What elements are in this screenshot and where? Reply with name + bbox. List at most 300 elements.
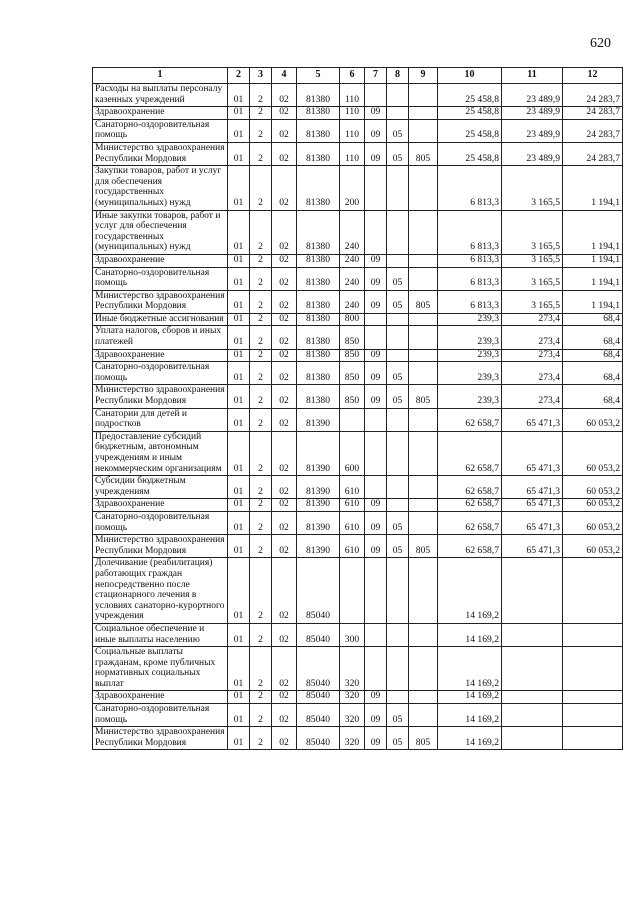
code-cell: 81390 (297, 408, 340, 431)
code-cell (387, 408, 409, 431)
amount-cell: 68,4 (563, 362, 623, 385)
code-cell (409, 210, 438, 254)
code-cell: 01 (228, 408, 250, 431)
header-cell: 6 (340, 68, 365, 84)
code-cell: 240 (340, 210, 365, 254)
amount-cell: 65 471,3 (502, 499, 563, 512)
amount-cell: 65 471,3 (502, 408, 563, 431)
code-cell (409, 408, 438, 431)
row-label: Санаторно-оздоровительная помощь (93, 267, 228, 290)
row-label: Санаторно-оздоровительная помощь (93, 362, 228, 385)
table-row (93, 535, 623, 558)
code-cell: 85040 (297, 623, 340, 646)
code-cell: 02 (272, 385, 297, 408)
table-row (93, 511, 623, 534)
table-row (93, 623, 623, 646)
code-cell (409, 704, 438, 727)
row-label: Субсидии бюджетным учреждениям (93, 476, 228, 499)
code-cell: 805 (409, 535, 438, 558)
amount-cell: 1 194,1 (563, 290, 623, 313)
code-cell: 02 (272, 326, 297, 349)
code-cell: 240 (340, 290, 365, 313)
amount-cell (563, 727, 623, 750)
code-cell: 02 (272, 691, 297, 704)
code-cell (387, 476, 409, 499)
header-row (93, 68, 623, 84)
code-cell (365, 326, 387, 349)
code-cell: 02 (272, 254, 297, 267)
table-row (93, 326, 623, 349)
header-cell: 12 (563, 68, 623, 84)
code-cell: 2 (250, 326, 272, 349)
amount-cell: 273,4 (502, 362, 563, 385)
code-cell: 09 (365, 704, 387, 727)
code-cell: 02 (272, 362, 297, 385)
code-cell: 2 (250, 408, 272, 431)
code-cell: 02 (272, 210, 297, 254)
code-cell: 01 (228, 210, 250, 254)
code-cell: 05 (387, 119, 409, 142)
code-cell: 02 (272, 166, 297, 210)
code-cell: 02 (272, 267, 297, 290)
amount-cell: 60 053,2 (563, 511, 623, 534)
code-cell: 2 (250, 431, 272, 475)
code-cell (365, 210, 387, 254)
amount-cell: 62 658,7 (438, 408, 502, 431)
code-cell: 01 (228, 326, 250, 349)
amount-cell: 68,4 (563, 385, 623, 408)
code-cell (387, 558, 409, 624)
row-label: Долечивание (реабилитация) работающих граждан непосредственно после стационарного лечения в условиях санаторно-курортного учреждения (93, 558, 228, 624)
code-cell (340, 408, 365, 431)
code-cell: 02 (272, 535, 297, 558)
code-cell (409, 313, 438, 326)
amount-cell: 62 658,7 (438, 535, 502, 558)
row-label: Здравоохранение (93, 349, 228, 362)
code-cell: 600 (340, 431, 365, 475)
code-cell: 81380 (297, 362, 340, 385)
row-label: Расходы на выплаты персоналу казенных учреждений (93, 84, 228, 107)
header-cell: 10 (438, 68, 502, 84)
amount-cell: 239,3 (438, 385, 502, 408)
code-cell: 240 (340, 254, 365, 267)
code-cell: 2 (250, 727, 272, 750)
amount-cell: 68,4 (563, 313, 623, 326)
code-cell (409, 691, 438, 704)
code-cell: 2 (250, 511, 272, 534)
amount-cell (563, 558, 623, 624)
amount-cell: 23 489,9 (502, 107, 563, 120)
code-cell: 02 (272, 476, 297, 499)
amount-cell: 62 658,7 (438, 499, 502, 512)
code-cell: 01 (228, 313, 250, 326)
code-cell: 01 (228, 362, 250, 385)
code-cell: 2 (250, 647, 272, 691)
code-cell: 110 (340, 107, 365, 120)
code-cell: 2 (250, 499, 272, 512)
table-row (93, 349, 623, 362)
table-row (93, 362, 623, 385)
code-cell (365, 313, 387, 326)
header-cell: 11 (502, 68, 563, 84)
code-cell (387, 210, 409, 254)
code-cell: 01 (228, 704, 250, 727)
code-cell: 300 (340, 623, 365, 646)
code-cell: 05 (387, 385, 409, 408)
code-cell: 01 (228, 623, 250, 646)
code-cell: 81390 (297, 511, 340, 534)
code-cell (409, 267, 438, 290)
amount-cell: 3 165,5 (502, 254, 563, 267)
amount-cell: 62 658,7 (438, 476, 502, 499)
code-cell: 2 (250, 313, 272, 326)
code-cell: 01 (228, 385, 250, 408)
amount-cell: 60 053,2 (563, 499, 623, 512)
code-cell: 85040 (297, 691, 340, 704)
table-row (93, 558, 623, 624)
amount-cell: 3 165,5 (502, 210, 563, 254)
code-cell: 320 (340, 691, 365, 704)
code-cell: 09 (365, 727, 387, 750)
code-cell: 02 (272, 408, 297, 431)
code-cell (409, 476, 438, 499)
amount-cell: 6 813,3 (438, 166, 502, 210)
table-row (93, 408, 623, 431)
code-cell (409, 349, 438, 362)
code-cell (409, 326, 438, 349)
code-cell: 01 (228, 267, 250, 290)
table-row (93, 254, 623, 267)
amount-cell: 23 489,9 (502, 142, 563, 165)
code-cell: 2 (250, 84, 272, 107)
code-cell (409, 431, 438, 475)
table-row (93, 107, 623, 120)
row-label: Санаторно-оздоровительная помощь (93, 704, 228, 727)
amount-cell: 68,4 (563, 349, 623, 362)
code-cell (387, 623, 409, 646)
code-cell: 09 (365, 107, 387, 120)
code-cell (365, 84, 387, 107)
code-cell: 02 (272, 623, 297, 646)
code-cell: 81380 (297, 254, 340, 267)
code-cell (387, 691, 409, 704)
code-cell: 01 (228, 727, 250, 750)
code-cell: 2 (250, 107, 272, 120)
table-row (93, 704, 623, 727)
code-cell (365, 166, 387, 210)
code-cell: 09 (365, 362, 387, 385)
table-row (93, 691, 623, 704)
code-cell: 81380 (297, 290, 340, 313)
table-row (93, 119, 623, 142)
code-cell: 85040 (297, 647, 340, 691)
amount-cell: 23 489,9 (502, 84, 563, 107)
amount-cell: 273,4 (502, 385, 563, 408)
code-cell: 01 (228, 290, 250, 313)
code-cell: 09 (365, 499, 387, 512)
amount-cell: 25 458,8 (438, 107, 502, 120)
amount-cell: 25 458,8 (438, 119, 502, 142)
amount-cell: 273,4 (502, 349, 563, 362)
code-cell (409, 499, 438, 512)
code-cell: 01 (228, 142, 250, 165)
code-cell: 2 (250, 166, 272, 210)
amount-cell: 3 165,5 (502, 290, 563, 313)
code-cell (409, 166, 438, 210)
code-cell: 850 (340, 362, 365, 385)
amount-cell: 1 194,1 (563, 267, 623, 290)
code-cell: 81380 (297, 119, 340, 142)
code-cell (409, 647, 438, 691)
code-cell: 02 (272, 499, 297, 512)
code-cell: 02 (272, 84, 297, 107)
row-label: Предоставление субсидий бюджетным, автономным учреждениям и иным некоммерческим организациям (93, 431, 228, 475)
row-label: Иные бюджетные ассигнования (93, 313, 228, 326)
row-label: Иные закупки товаров, работ и услуг для обеспечения государственных (муниципальных) нужд (93, 210, 228, 254)
code-cell: 805 (409, 290, 438, 313)
amount-cell: 65 471,3 (502, 431, 563, 475)
code-cell: 81390 (297, 431, 340, 475)
code-cell: 2 (250, 691, 272, 704)
table-row (93, 210, 623, 254)
code-cell (387, 84, 409, 107)
code-cell: 01 (228, 84, 250, 107)
code-cell: 09 (365, 142, 387, 165)
code-cell (409, 254, 438, 267)
code-cell: 05 (387, 267, 409, 290)
amount-cell: 239,3 (438, 362, 502, 385)
code-cell: 01 (228, 119, 250, 142)
amount-cell: 3 165,5 (502, 267, 563, 290)
amount-cell: 14 169,2 (438, 647, 502, 691)
code-cell: 05 (387, 535, 409, 558)
amount-cell: 239,3 (438, 313, 502, 326)
amount-cell: 68,4 (563, 326, 623, 349)
amount-cell: 239,3 (438, 349, 502, 362)
code-cell: 01 (228, 691, 250, 704)
amount-cell: 25 458,8 (438, 84, 502, 107)
row-label: Министерство здравоохранения Республики Мордовия (93, 535, 228, 558)
amount-cell (563, 623, 623, 646)
row-label: Закупки товаров, работ и услуг для обеспечения государственных (муниципальных) нужд (93, 166, 228, 210)
code-cell: 240 (340, 267, 365, 290)
code-cell (409, 623, 438, 646)
amount-cell: 24 283,7 (563, 142, 623, 165)
table-row (93, 647, 623, 691)
amount-cell: 60 053,2 (563, 431, 623, 475)
code-cell: 01 (228, 535, 250, 558)
code-cell: 02 (272, 119, 297, 142)
header-cell: 5 (297, 68, 340, 84)
amount-cell (502, 623, 563, 646)
code-cell: 2 (250, 267, 272, 290)
code-cell: 81380 (297, 166, 340, 210)
code-cell: 320 (340, 704, 365, 727)
code-cell: 85040 (297, 558, 340, 624)
code-cell: 850 (340, 326, 365, 349)
row-label: Министерство здравоохранения Республики Мордовия (93, 290, 228, 313)
table-row (93, 476, 623, 499)
code-cell: 2 (250, 704, 272, 727)
code-cell (409, 511, 438, 534)
table-row (93, 313, 623, 326)
code-cell (365, 647, 387, 691)
amount-cell (502, 558, 563, 624)
code-cell: 805 (409, 727, 438, 750)
code-cell: 200 (340, 166, 365, 210)
code-cell: 01 (228, 349, 250, 362)
row-label: Социальные выплаты гражданам, кроме публичных нормативных социальных выплат (93, 647, 228, 691)
amount-cell: 65 471,3 (502, 535, 563, 558)
code-cell: 2 (250, 558, 272, 624)
amount-cell: 62 658,7 (438, 511, 502, 534)
code-cell: 805 (409, 142, 438, 165)
code-cell (387, 166, 409, 210)
code-cell: 610 (340, 499, 365, 512)
amount-cell: 1 194,1 (563, 254, 623, 267)
code-cell (387, 326, 409, 349)
code-cell: 05 (387, 727, 409, 750)
row-label: Уплата налогов, сборов и иных платежей (93, 326, 228, 349)
code-cell: 81390 (297, 476, 340, 499)
code-cell (409, 107, 438, 120)
code-cell (365, 476, 387, 499)
code-cell (365, 431, 387, 475)
code-cell: 110 (340, 119, 365, 142)
code-cell (387, 349, 409, 362)
amount-cell (563, 704, 623, 727)
code-cell: 02 (272, 142, 297, 165)
amount-cell: 14 169,2 (438, 623, 502, 646)
table-row (93, 727, 623, 750)
row-label: Социальное обеспечение и иные выплаты населению (93, 623, 228, 646)
code-cell: 81390 (297, 535, 340, 558)
code-cell: 2 (250, 210, 272, 254)
code-cell: 09 (365, 349, 387, 362)
code-cell: 02 (272, 727, 297, 750)
header-cell: 4 (272, 68, 297, 84)
code-cell: 320 (340, 647, 365, 691)
code-cell (365, 623, 387, 646)
amount-cell: 14 169,2 (438, 727, 502, 750)
code-cell: 05 (387, 142, 409, 165)
code-cell: 2 (250, 623, 272, 646)
amount-cell: 62 658,7 (438, 431, 502, 475)
table-row (93, 499, 623, 512)
table-row (93, 385, 623, 408)
code-cell (387, 499, 409, 512)
code-cell (365, 408, 387, 431)
code-cell: 01 (228, 476, 250, 499)
code-cell (387, 431, 409, 475)
code-cell: 610 (340, 535, 365, 558)
code-cell (340, 558, 365, 624)
row-label: Здравоохранение (93, 107, 228, 120)
amount-cell: 1 194,1 (563, 210, 623, 254)
code-cell: 805 (409, 385, 438, 408)
header-cell: 1 (93, 68, 228, 84)
amount-cell: 14 169,2 (438, 691, 502, 704)
code-cell: 05 (387, 362, 409, 385)
code-cell: 81380 (297, 210, 340, 254)
code-cell: 81380 (297, 326, 340, 349)
table-row (93, 267, 623, 290)
code-cell: 800 (340, 313, 365, 326)
amount-cell: 24 283,7 (563, 107, 623, 120)
code-cell: 2 (250, 535, 272, 558)
amount-cell: 24 283,7 (563, 119, 623, 142)
code-cell (365, 558, 387, 624)
table-row (93, 142, 623, 165)
amount-cell: 14 169,2 (438, 704, 502, 727)
budget-table (92, 67, 623, 750)
table-body (93, 84, 623, 750)
code-cell: 02 (272, 107, 297, 120)
amount-cell: 273,4 (502, 326, 563, 349)
code-cell: 610 (340, 476, 365, 499)
header-cell: 2 (228, 68, 250, 84)
code-cell: 01 (228, 254, 250, 267)
row-label: Министерство здравоохранения Республики Мордовия (93, 385, 228, 408)
code-cell: 850 (340, 385, 365, 408)
code-cell: 02 (272, 431, 297, 475)
code-cell (409, 119, 438, 142)
row-label: Министерство здравоохранения Республики Мордовия (93, 727, 228, 750)
code-cell (387, 107, 409, 120)
amount-cell: 23 489,9 (502, 119, 563, 142)
code-cell: 81380 (297, 84, 340, 107)
header-cell: 7 (365, 68, 387, 84)
code-cell: 110 (340, 142, 365, 165)
amount-cell: 65 471,3 (502, 476, 563, 499)
code-cell: 2 (250, 290, 272, 313)
code-cell: 2 (250, 362, 272, 385)
code-cell: 81380 (297, 267, 340, 290)
amount-cell (563, 691, 623, 704)
code-cell: 05 (387, 704, 409, 727)
code-cell: 850 (340, 349, 365, 362)
amount-cell: 60 053,2 (563, 535, 623, 558)
code-cell: 02 (272, 511, 297, 534)
code-cell: 01 (228, 558, 250, 624)
code-cell: 09 (365, 290, 387, 313)
code-cell: 01 (228, 431, 250, 475)
code-cell: 2 (250, 254, 272, 267)
code-cell: 85040 (297, 727, 340, 750)
table-row (93, 166, 623, 210)
code-cell: 81380 (297, 349, 340, 362)
code-cell: 110 (340, 84, 365, 107)
code-cell: 2 (250, 119, 272, 142)
amount-cell: 3 165,5 (502, 166, 563, 210)
code-cell (409, 558, 438, 624)
amount-cell: 24 283,7 (563, 84, 623, 107)
amount-cell (502, 647, 563, 691)
amount-cell (502, 727, 563, 750)
code-cell: 02 (272, 704, 297, 727)
amount-cell: 25 458,8 (438, 142, 502, 165)
code-cell: 81380 (297, 385, 340, 408)
row-label: Здравоохранение (93, 254, 228, 267)
code-cell: 09 (365, 535, 387, 558)
amount-cell: 6 813,3 (438, 267, 502, 290)
amount-cell: 6 813,3 (438, 210, 502, 254)
code-cell (409, 84, 438, 107)
code-cell: 05 (387, 511, 409, 534)
row-label: Министерство здравоохранения Республики Мордовия (93, 142, 228, 165)
code-cell: 02 (272, 558, 297, 624)
code-cell: 01 (228, 647, 250, 691)
